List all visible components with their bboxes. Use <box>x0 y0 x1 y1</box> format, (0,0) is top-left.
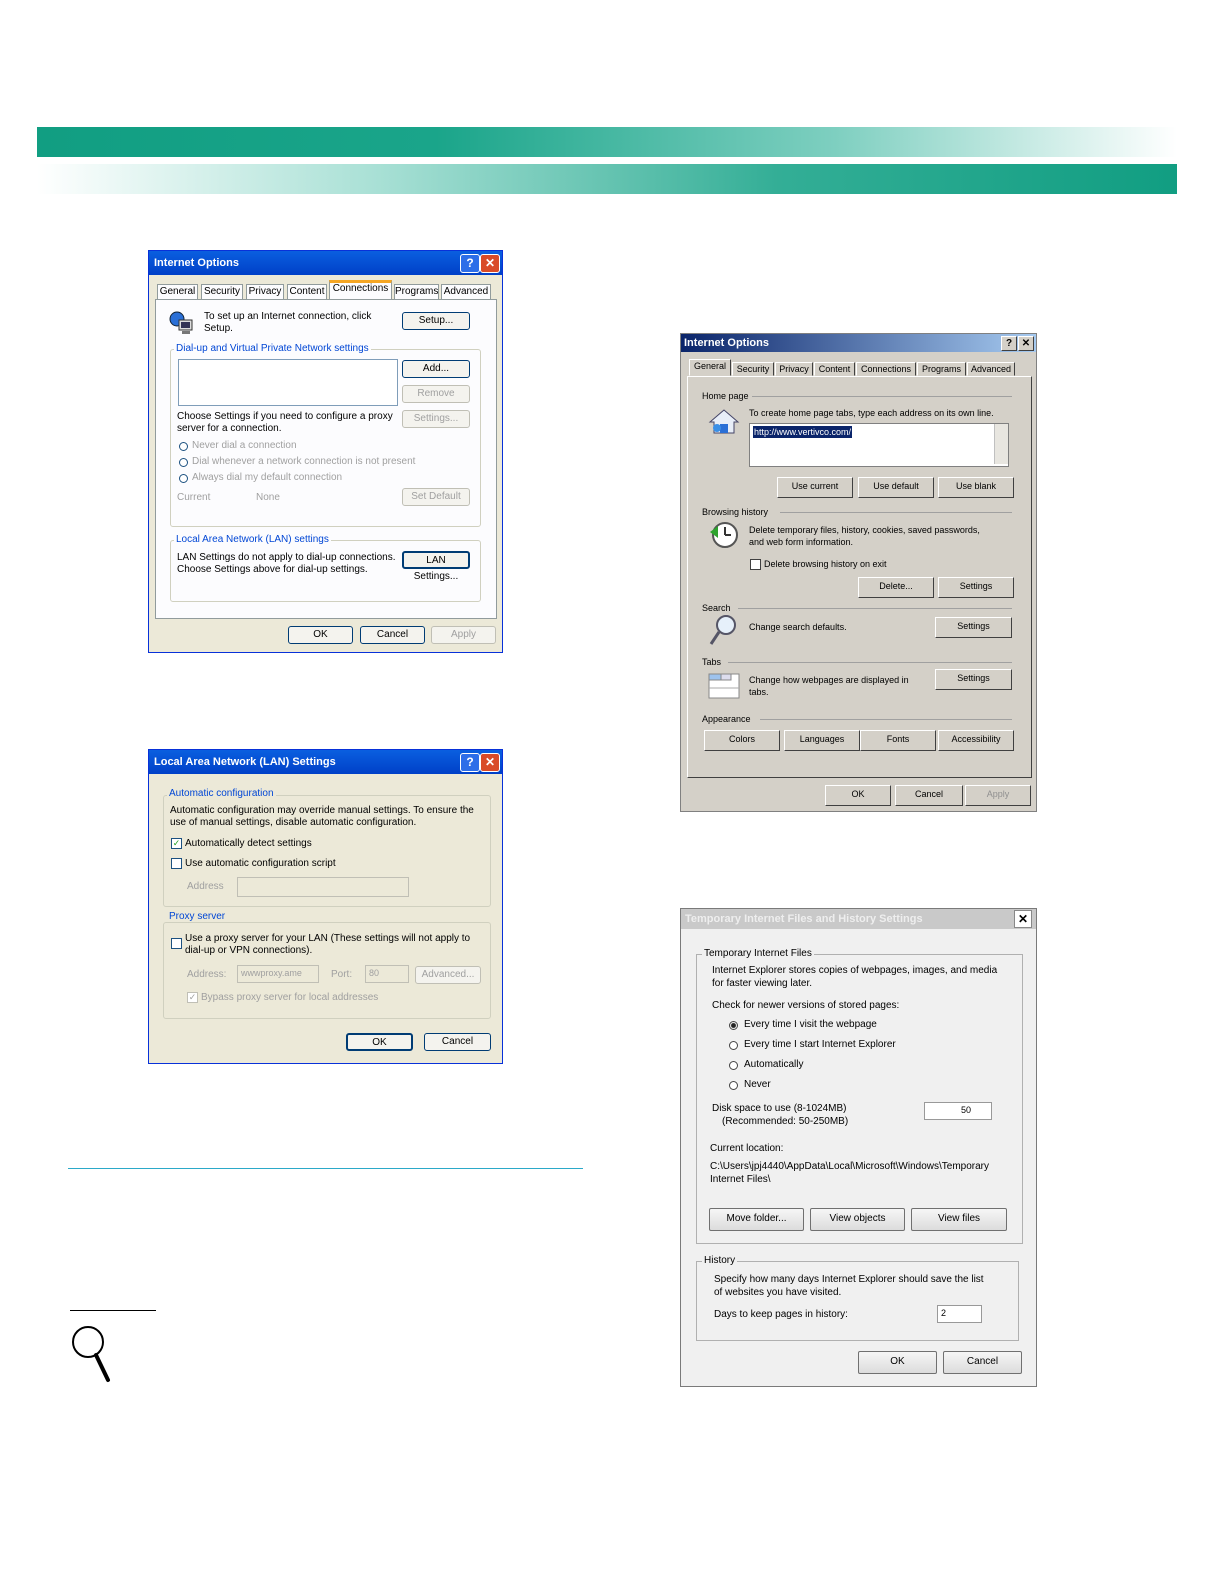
disk-space-label: Disk space to use (8-1024MB) <box>712 1103 847 1114</box>
title-bar <box>681 334 1036 352</box>
use-default-button[interactable]: Use default <box>858 477 934 498</box>
current-label: Current <box>177 492 211 503</box>
globe-computer-icon <box>168 310 194 339</box>
separator <box>728 662 1012 663</box>
tab-security[interactable]: Security <box>201 284 243 299</box>
cancel-button[interactable]: Cancel <box>360 626 425 644</box>
note-rule <box>70 1310 156 1311</box>
current-value: None <box>256 492 280 503</box>
ok-button[interactable]: OK <box>288 626 353 644</box>
lan-text-2: Choose Settings above for dial-up settings. <box>177 564 368 575</box>
use-proxy-text-1: Use a proxy server for your LAN (These settings will not apply to <box>185 933 471 944</box>
port-label: Port: <box>331 969 353 980</box>
history-group <box>696 1261 1019 1341</box>
accessibility-button[interactable]: Accessibility <box>938 730 1014 751</box>
radio-dial-whenever-label: Dial whenever a network connection is not present <box>192 456 416 467</box>
separator <box>738 608 1012 609</box>
radio-automatically-label: Automatically <box>744 1059 804 1070</box>
tab-connections[interactable]: Connections <box>329 280 392 299</box>
tab-panel <box>155 299 497 619</box>
tif-text-1: Internet Explorer stores copies of webpages, images, and media <box>712 965 998 976</box>
tabs-text-1: Change how webpages are displayed in <box>749 675 909 685</box>
scrollbar[interactable] <box>994 424 1008 464</box>
home-page-url: http://www.vertivco.com/ <box>754 427 852 437</box>
help-icon[interactable]: ? <box>460 753 480 772</box>
history-group-label: History <box>704 1255 736 1266</box>
tab-panel <box>687 376 1032 778</box>
ok-button[interactable]: OK <box>825 785 891 806</box>
disk-space-recommended: (Recommended: 50-250MB) <box>722 1116 849 1127</box>
add-button[interactable]: Add... <box>402 360 470 378</box>
history-text-2: of websites you have visited. <box>714 1287 842 1298</box>
use-current-button[interactable]: Use current <box>777 477 853 498</box>
set-default-button[interactable]: Set Default <box>402 488 470 506</box>
radio-every-start-label: Every time I start Internet Explorer <box>744 1039 896 1050</box>
view-objects-button[interactable]: View objects <box>810 1208 905 1231</box>
appearance-label: Appearance <box>702 714 751 724</box>
apply-button[interactable]: Apply <box>965 785 1031 806</box>
tab-advanced[interactable]: Advanced <box>441 284 491 299</box>
radio-always-dial-label: Always dial my default connection <box>192 472 343 483</box>
radio-always-dial[interactable] <box>179 474 188 483</box>
radio-never-dial[interactable] <box>179 442 188 451</box>
location-path-2: Internet Files\ <box>710 1174 771 1185</box>
dialup-group-label: Dial-up and Virtual Private Network settings <box>176 343 369 354</box>
tab-general[interactable]: General <box>157 284 198 299</box>
radio-never[interactable] <box>729 1081 738 1090</box>
radio-automatically[interactable] <box>729 1061 738 1070</box>
tab-content[interactable]: Content <box>287 284 327 299</box>
lan-text-1: LAN Settings do not apply to dial-up connections. <box>177 552 396 563</box>
tab-general[interactable]: General <box>689 359 731 376</box>
proxy-address-field[interactable]: wwwproxy.ame <box>237 965 319 983</box>
radio-never-label: Never <box>744 1079 771 1090</box>
separator <box>780 512 1012 513</box>
browsing-text-1: Delete temporary files, history, cookies, saved passwords, <box>749 525 980 535</box>
header-band-bottom <box>37 164 1177 194</box>
history-settings-button[interactable]: Settings <box>938 577 1014 598</box>
radio-every-start[interactable] <box>729 1041 738 1050</box>
auto-detect-label: Automatically detect settings <box>185 838 312 849</box>
setup-button[interactable]: Setup... <box>402 312 470 330</box>
help-icon[interactable]: ? <box>1001 336 1017 351</box>
history-icon <box>708 520 742 553</box>
auto-config-text-1: Automatic configuration may override manual settings. To ensure the <box>170 805 474 816</box>
close-icon[interactable]: ✕ <box>1014 910 1032 928</box>
auto-config-text-2: use of manual settings, disable automatic configuration. <box>170 817 417 828</box>
auto-script-checkbox[interactable] <box>171 858 182 869</box>
tab-connections[interactable]: Connections <box>856 362 916 376</box>
settings-button[interactable]: Settings... <box>402 410 470 428</box>
tab-advanced[interactable]: Advanced <box>967 362 1015 376</box>
note-magnifier-icon <box>70 1324 114 1389</box>
proxy-address-label: Address: <box>187 969 227 980</box>
location-label: Current location: <box>710 1143 784 1154</box>
tabs-icon <box>708 672 740 703</box>
search-text: Change search defaults. <box>749 622 847 632</box>
languages-button[interactable]: Languages <box>784 730 860 751</box>
header-band-top <box>37 127 1177 157</box>
advanced-button[interactable]: Advanced... <box>415 966 481 984</box>
separator <box>760 719 1012 720</box>
connection-list[interactable] <box>178 359 398 406</box>
browsing-history-label: Browsing history <box>702 507 769 517</box>
auto-script-label: Use automatic configuration script <box>185 858 336 869</box>
separator <box>752 396 1012 397</box>
proxy-text-1: Choose Settings if you need to configure a proxy <box>177 411 393 422</box>
dialog-title: Temporary Internet Files and History Settings <box>685 913 923 925</box>
use-proxy-text-2: dial-up or VPN connections). <box>185 945 313 956</box>
internet-options-general-dialog <box>680 333 1037 812</box>
history-text-1: Specify how many days Internet Explorer should save the list <box>714 1274 984 1285</box>
magnifier-icon <box>708 614 738 651</box>
check-label: Check for newer versions of stored pages: <box>712 1000 900 1011</box>
search-label: Search <box>702 603 731 613</box>
tif-text-2: for faster viewing later. <box>712 978 813 989</box>
days-spinner[interactable]: 2 <box>937 1305 982 1323</box>
home-page-text: To create home page tabs, type each address on its own line. <box>749 408 994 418</box>
tabs-label: Tabs <box>702 657 722 667</box>
dialog-title: Internet Options <box>684 337 769 349</box>
dialog-title: Local Area Network (LAN) Settings <box>154 756 336 768</box>
tabs-text-2: tabs. <box>749 687 769 697</box>
home-page-field[interactable] <box>749 423 1009 467</box>
search-settings-button[interactable]: Settings <box>935 617 1012 638</box>
colors-button[interactable]: Colors <box>704 730 780 751</box>
cancel-button[interactable]: Cancel <box>424 1033 491 1051</box>
proxy-text-2: server for a connection. <box>177 423 282 434</box>
help-icon[interactable]: ? <box>460 254 480 273</box>
auto-config-label: Automatic configuration <box>169 788 274 799</box>
title-bar <box>149 750 502 774</box>
tab-programs[interactable]: Programs <box>395 286 439 297</box>
temporary-internet-files-dialog <box>680 908 1037 1387</box>
move-folder-button[interactable]: Move folder... <box>709 1208 804 1231</box>
location-path-1: C:\Users\jpj4440\AppData\Local\Microsoft\Windows\Temporary <box>710 1161 989 1172</box>
ok-button[interactable]: OK <box>346 1033 413 1051</box>
use-blank-button[interactable]: Use blank <box>938 477 1014 498</box>
cancel-button[interactable]: Cancel <box>943 1351 1022 1374</box>
delete-button[interactable]: Delete... <box>858 577 934 598</box>
fonts-button[interactable]: Fonts <box>860 730 936 751</box>
delete-on-exit-label: Delete browsing history on exit <box>764 559 887 569</box>
tab-security[interactable]: Security <box>732 362 774 376</box>
tif-group-label: Temporary Internet Files <box>704 948 812 959</box>
radio-never-dial-label: Never dial a connection <box>192 440 297 451</box>
setup-text-2: Setup. <box>204 323 233 334</box>
radio-every-visit-label: Every time I visit the webpage <box>744 1019 877 1030</box>
lan-group-label: Local Area Network (LAN) settings <box>176 534 329 545</box>
tab-privacy[interactable]: Privacy <box>246 284 284 299</box>
auto-detect-checkbox[interactable]: ✓ <box>172 838 181 848</box>
bypass-checkbox[interactable]: ✓ <box>188 992 197 1002</box>
days-label: Days to keep pages in history: <box>714 1309 848 1320</box>
house-icon <box>708 407 740 438</box>
lan-settings-dialog <box>148 749 503 1064</box>
browsing-text-2: and web form information. <box>749 537 854 547</box>
disk-space-spinner[interactable]: 50 <box>924 1102 992 1120</box>
tab-programs[interactable]: Programs <box>917 362 966 376</box>
bypass-label: Bypass proxy server for local addresses <box>201 992 379 1003</box>
lan-settings-button[interactable]: LAN Settings... <box>402 551 470 569</box>
use-proxy-checkbox[interactable] <box>171 938 182 949</box>
internet-options-connections-dialog <box>148 250 503 653</box>
view-files-button[interactable]: View files <box>911 1208 1007 1231</box>
remove-button[interactable]: Remove <box>402 385 470 403</box>
tif-group <box>696 954 1023 1244</box>
apply-button[interactable]: Apply <box>431 626 496 644</box>
title-bar <box>149 251 502 275</box>
close-icon[interactable]: ✕ <box>1018 336 1034 351</box>
setup-text-1: To set up an Internet connection, click <box>204 311 372 322</box>
address-label: Address <box>187 881 224 892</box>
dialog-title: Internet Options <box>154 257 239 269</box>
radio-every-visit[interactable] <box>729 1021 738 1030</box>
tab-content[interactable]: Content <box>814 362 855 376</box>
ok-button[interactable]: OK <box>858 1351 937 1374</box>
radio-dial-whenever[interactable] <box>179 458 188 467</box>
cancel-button[interactable]: Cancel <box>895 785 963 806</box>
close-icon[interactable]: ✕ <box>480 753 500 772</box>
proxy-group-label: Proxy server <box>169 911 226 922</box>
tab-privacy[interactable]: Privacy <box>775 362 813 376</box>
tabs-settings-button[interactable]: Settings <box>935 669 1012 690</box>
title-bar <box>681 909 1036 929</box>
address-field[interactable] <box>237 877 409 897</box>
home-page-label: Home page <box>702 391 749 401</box>
close-icon[interactable]: ✕ <box>480 254 500 273</box>
delete-on-exit-checkbox[interactable] <box>750 559 761 570</box>
port-field[interactable]: 80 <box>365 965 409 983</box>
section-rule <box>68 1168 583 1169</box>
